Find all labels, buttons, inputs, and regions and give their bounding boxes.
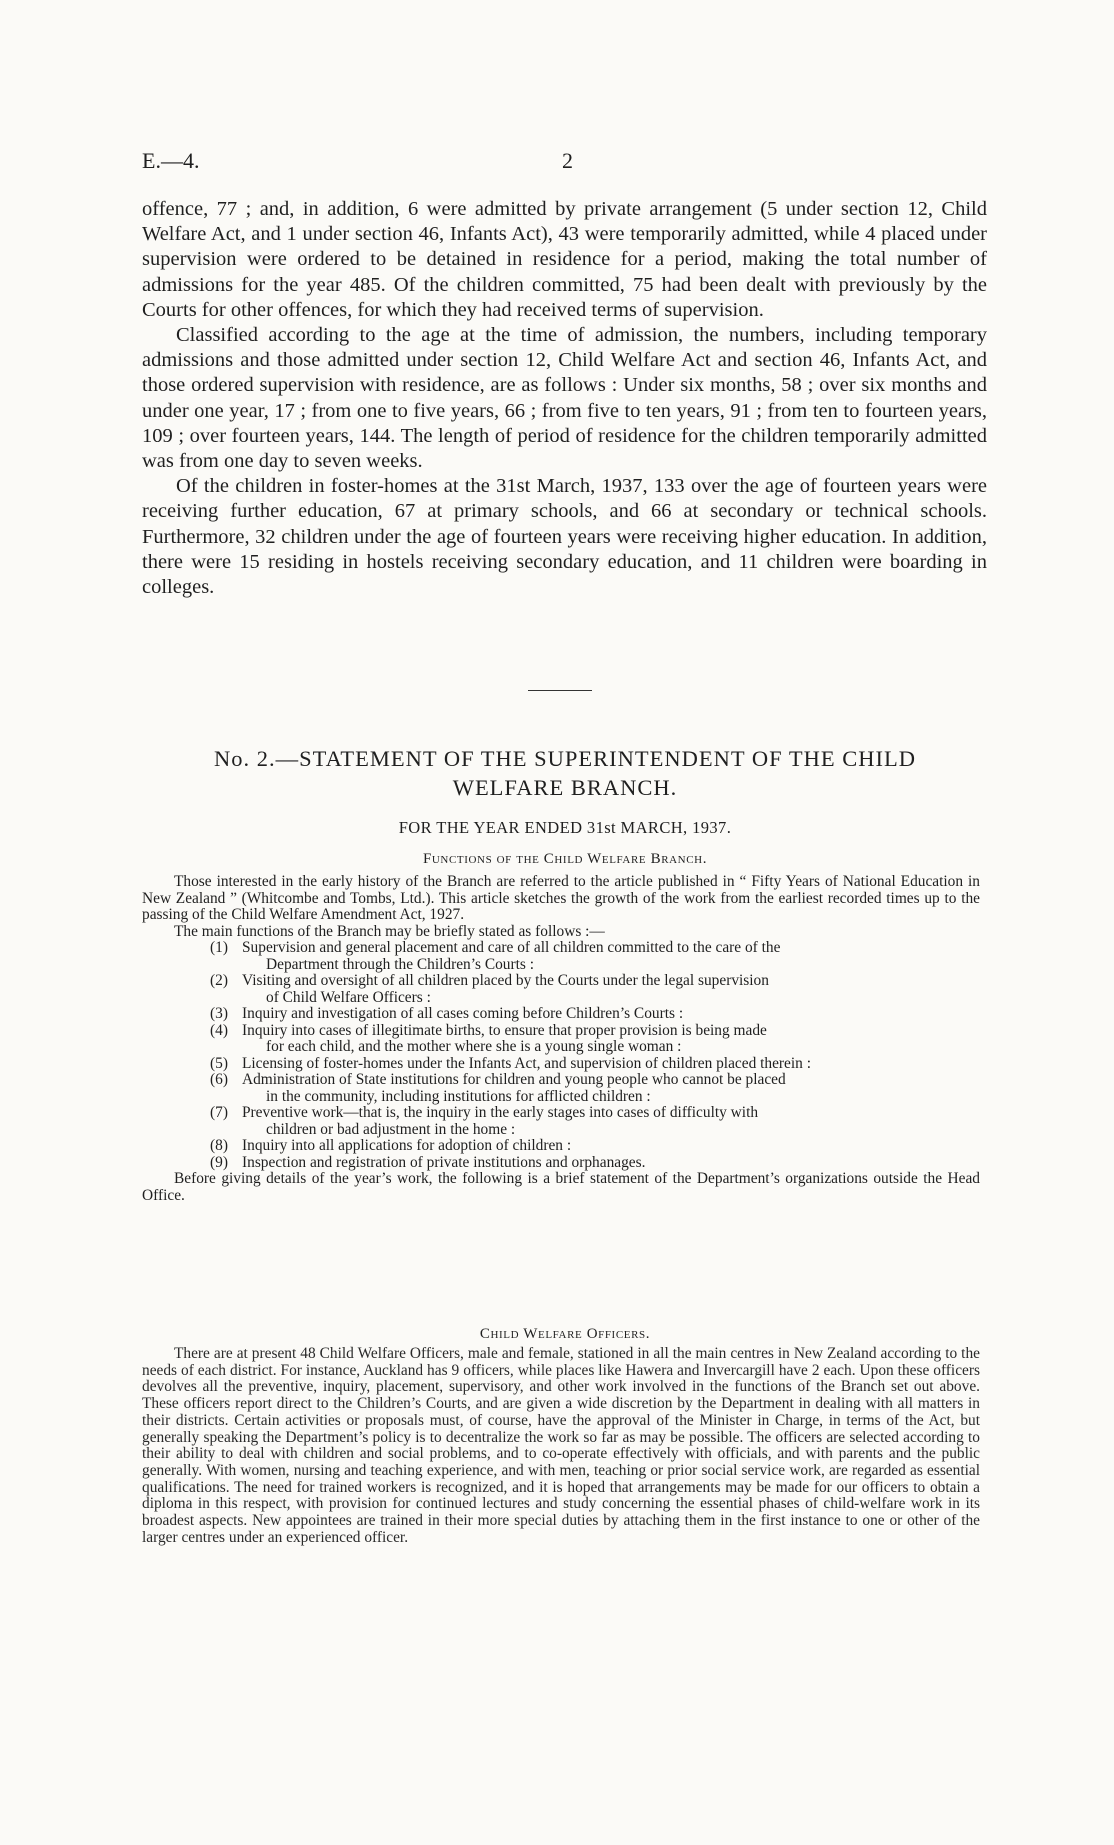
- item-text: Inspection and registration of private institutions and orphanages.: [242, 1153, 646, 1171]
- list-item: [210, 1155, 980, 1172]
- statement-heading-line-1: No. 2.—STATEMENT OF THE SUPERINTENDENT OF THE CHILD: [214, 746, 916, 771]
- functions-list: [142, 940, 980, 1171]
- item-text: Visiting and oversight of all children placed by the Courts under the legal supervision: [242, 972, 769, 989]
- item-text: Licensing of foster-homes under the Infants Act, and supervision of children placed therein :: [242, 1054, 811, 1072]
- continued-text-section: [142, 197, 987, 600]
- item-continuation: for each child, and the mother where she is a young single woman :: [266, 1038, 682, 1055]
- item-number: (8): [210, 1137, 228, 1154]
- list-item: [210, 1056, 980, 1073]
- section-divider: [528, 690, 592, 691]
- item-number: (9): [210, 1153, 228, 1171]
- item-text: Inquiry into all applications for adoption of children :: [242, 1137, 572, 1154]
- item-text: Inquiry and investigation of all cases coming before Children’s Courts :: [242, 1005, 684, 1022]
- page-number: 2: [562, 148, 573, 173]
- functions-heading: Functions of the Child Welfare Branch.: [422, 851, 708, 867]
- item-text: Supervision and general placement and care of all children committed to the care of the: [242, 939, 781, 956]
- item-number: (5): [210, 1054, 228, 1072]
- child-welfare-officers-heading: Child Welfare Officers.: [479, 1326, 651, 1342]
- list-item: [210, 1006, 980, 1023]
- item-text: Administration of State institutions for children and young people who cannot be placed: [242, 1071, 786, 1088]
- item-number: (1): [210, 939, 228, 956]
- item-continuation: in the community, including institutions for afflicted children :: [266, 1087, 651, 1105]
- item-continuation: of Child Welfare Officers :: [266, 988, 431, 1006]
- statement-heading: [170, 744, 960, 802]
- item-number: (4): [210, 1021, 228, 1039]
- list-item: [210, 1138, 980, 1155]
- item-number: (7): [210, 1104, 228, 1121]
- item-text: Inquiry into cases of illegitimate births, to ensure that proper provision is being made: [242, 1021, 767, 1039]
- child-welfare-officers-section: [142, 1346, 980, 1546]
- list-item: [210, 1023, 980, 1056]
- paragraph: There are at present 48 Child Welfare Officers, male and female, stationed in all the main centres in New Zealand according to the needs of each district. For instance, Auckland has 9 officers, while places like Hawera and Invercargill have 2 each. Upon these officers devolves all the preventive, inquiry, placement, supervisory, and other work involved in the functions of the Branch set out above. These officers report direct to the Children’s Courts, and are given a wide discretion by the Department in dealing with all matters in their districts. Certain activities or proposals must, of course, have the approval of the Minister in Charge, in terms of the Act, but generally speaking the Department’s policy is to decentralize the work so far as may be possible. The officers are selected according to their ability to deal with children and social problems, and to co-operate effectively with officials, and with parents and the public generally. With women, nursing and teaching experience, and with men, teaching or prior social service work, are regarded as essential qualifications. The need for trained workers is recognized, and it is hoped that arrangements may be made for our officers to obtain a diploma in this respect, with provision for continued lectures and study concerning the essential phases of child-welfare work in its broadest aspects. New appointees are trained in their more special duties by attaching them in the first instance to one or other of the larger centres under an experienced officer.: [142, 1345, 980, 1546]
- year-heading: FOR THE YEAR ENDED 31st MARCH, 1937.: [398, 818, 732, 837]
- item-text: Preventive work—that is, the inquiry in the early stages into cases of difficulty with: [242, 1104, 759, 1121]
- item-continuation: children or bad adjustment in the home :: [266, 1120, 516, 1138]
- functions-section: [142, 874, 980, 1204]
- list-item: [210, 973, 980, 1006]
- list-item: [210, 1072, 980, 1105]
- intro-paragraph: Those interested in the early history of the Branch are referred to the article published in “ Fifty Years of National Education in New Zealand ” (Whitcombe and Tombs, Ltd.). This article sketches the growth of the work from the earliest recorded times up to the passing of the Child Welfare Amendment Act, 1927.: [142, 873, 980, 923]
- paragraph: Of the children in foster-homes at the 31st March, 1937, 133 over the age of fourteen years were receiving further education, 67 at primary schools, and 66 at secondary or technical schools. Furthermore, 32 children under the age of fourteen years were receiving higher education. In addition, there were 15 residing in hostels receiving secondary education, and 11 children were boarding in colleges.: [142, 475, 987, 599]
- item-continuation: Department through the Children’s Courts :: [266, 955, 535, 973]
- page-header: [142, 148, 978, 178]
- list-intro: The main functions of the Branch may be briefly stated as follows :—: [174, 922, 605, 940]
- document-reference: E.—4.: [142, 148, 200, 173]
- item-number: (2): [210, 972, 228, 989]
- item-number: (6): [210, 1071, 228, 1088]
- paragraph: offence, 77 ; and, in addition, 6 were admitted by private arrangement (5 under section 12, Child Welfare Act, and 1 under section 46, Infants Act), 43 were temporarily admitted, while 4 placed under supervision were ordered to be detained in residence for a period, making the total number of admissions for the year 485. Of the children committed, 75 had been dealt with previously by the Courts for other offences, for which they had received terms of supervision.: [142, 198, 987, 321]
- item-number: (3): [210, 1005, 228, 1022]
- paragraph: Classified according to the age at the time of admission, the numbers, including temporary admissions and those admitted under section 12, Child Welfare Act and section 46, Infants Act, and those ordered supervision with residence, are as follows : Under six months, 58 ; over six months and under one year, 17 ; from one to five years, 66 ; from five to ten years, 91 ; from ten to fourteen years, 109 ; over fourteen years, 144. The length of period of residence for the children temporarily admitted was from one day to seven weeks.: [142, 324, 987, 473]
- outro-paragraph: Before giving details of the year’s work, the following is a brief statement of the Department’s organizations outside the Head Office.: [142, 1170, 980, 1204]
- list-item: [210, 1105, 980, 1138]
- statement-heading-line-2: WELFARE BRANCH.: [452, 775, 678, 800]
- list-item: [210, 940, 980, 973]
